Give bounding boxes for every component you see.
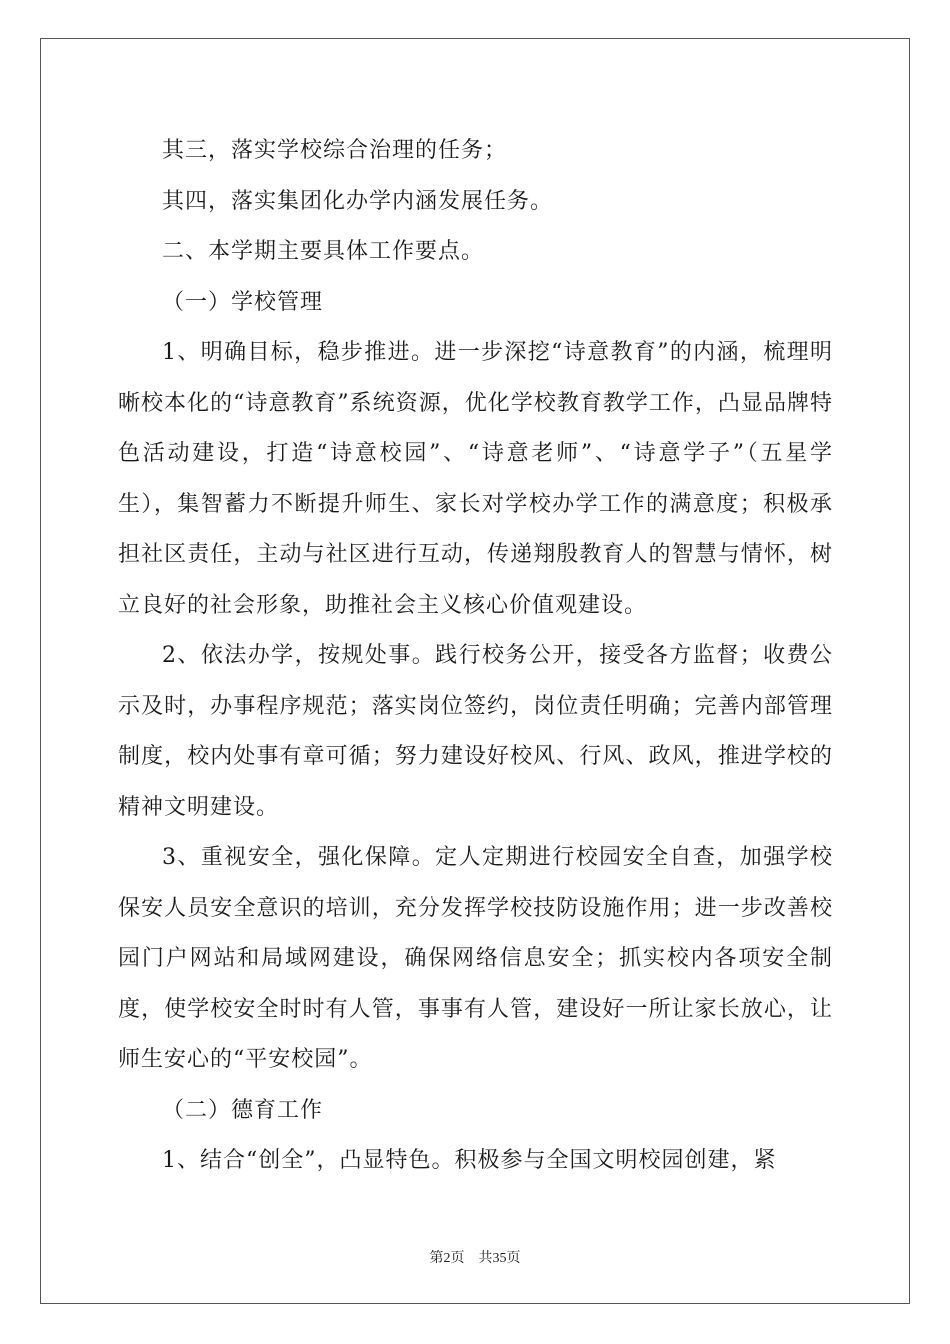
page-total: 共35页 [478,1251,521,1266]
subsection-heading: （一）学校管理 [162,289,324,315]
page-footer [0,1247,950,1267]
document-body [118,126,833,1187]
subsection-heading: （二）德育工作 [162,1097,324,1123]
page-number: 第2页 [429,1251,465,1266]
paragraph: 1、明确目标，稳步推进。进一步深挖“诗意教育”的内涵，梳理明晰校本化的“诗意教育”系统资源，优化学校教育教学工作，凸显品牌特色活动建设，打造“诗意校园”、“诗意老师”、“诗意学子”（五星学生），集智蓄力不断提升师生、家长对学校办学工作的满意度；积极承担社区责任，主动与社区进行互动，传递翔殷教育人的智慧与情怀，树立良好的社会形象，助推社会主义核心价值观建设。 [118,340,833,618]
paragraph: 其三，落实学校综合治理的任务； [162,138,508,163]
section-heading: 二、本学期主要具体工作要点。 [162,239,485,264]
paragraph: 其四，落实集团化办学内涵发展任务。 [162,188,554,214]
paragraph: 2、依法办学，按规处事。践行校务公开，接受各方监督；收费公示及时，办事程序规范；落实岗位签约，岗位责任明确；完善内部管理制度，校内处事有章可循；努力建设好校风、行风、政风，推进学校的精神文明建设。 [118,643,833,820]
paragraph: 1、结合“创全”，凸显特色。积极参与全国文明校园创建，紧 [162,1148,777,1173]
paragraph: 3、重视安全，强化保障。定人定期进行校园安全自查，加强学校保安人员安全意识的培训，充分发挥学校技防设施作用；进一步改善校园门户网站和局域网建设，确保网络信息安全；抓实校内各项安全制度，使学校安全时时有人管，事事有人管，建设好一所让家长放心，让师生安心的“平安校园”。 [118,845,833,1072]
